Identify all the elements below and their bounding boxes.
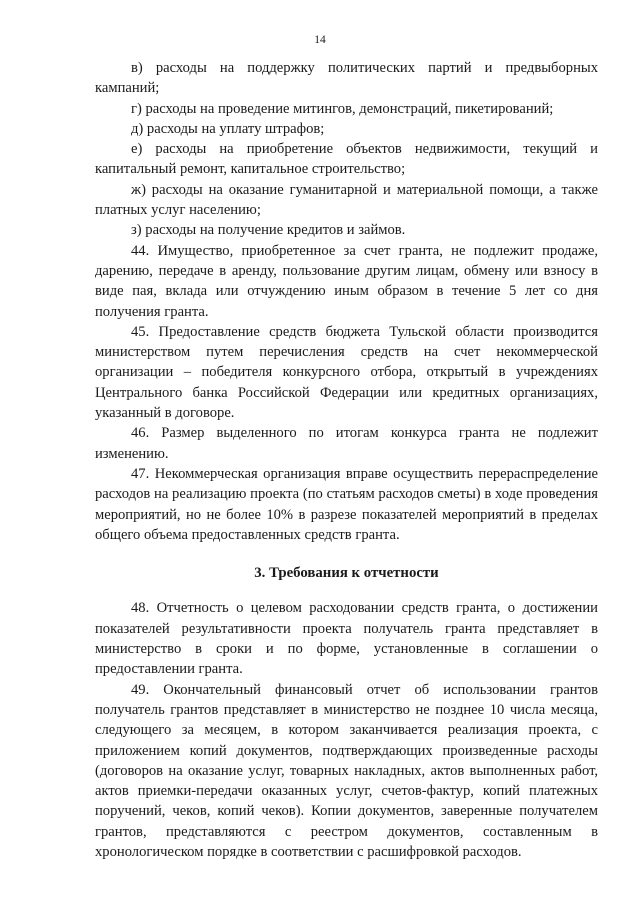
- paragraph-46: 46. Размер выделенного по итогам конкурса гранта не подлежит изменению.: [95, 425, 598, 462]
- paragraph-item-zh: ж) расходы на оказание гуманитарной и материальной помощи, а также платных услуг населению;: [95, 181, 598, 219]
- paragraph-item-z: з) расходы на получение кредитов и займов.: [131, 222, 406, 239]
- paragraph-item-g: г) расходы на проведение митингов, демонстраций, пикетирований;: [131, 100, 554, 117]
- paragraph-47: 47. Некоммерческая организация вправе осуществить перераспределение расходов на реализацию проекта (по статьям расходов сметы) в ходе проведения мероприятий, но не более 10% в разрезе показателей мероприятий в пределах общего объема предоставленных средств гранта.: [95, 465, 598, 543]
- paragraph-44: 44. Имущество, приобретенное за счет гранта, не подлежит продаже, дарению, передаче в аренду, пользование другим лицам, обмену или взносу в виде пая, вклада или отчуждению иным образом в течение 5 лет со дня получения гранта.: [95, 242, 598, 320]
- section-heading: 3. Требования к отчетности: [254, 565, 439, 582]
- paragraph-item-v: в) расходы на поддержку политических партий и предвыборных кампаний;: [95, 60, 598, 97]
- page-number: 14: [314, 34, 326, 46]
- paragraph-48: 48. Отчетность о целевом расходовании средств гранта, о достижении показателей результативности проекта получатель гранта представляет в министерство в сроки и по форме, установленные в соглашении о предоставлении гранта.: [95, 600, 598, 678]
- paragraph-item-d: д) расходы на уплату штрафов;: [131, 120, 325, 137]
- document-body: [95, 58, 598, 862]
- paragraph-45: 45. Предоставление средств бюджета Тульской области производится министерством путем перечисления средств на счет некоммерческой организации – победителя конкурсного отбора, открытый в учреждениях Центрального банка Российской Федерации или кредитных организациях, указанный в договоре.: [95, 323, 598, 422]
- paragraph-49: 49. Окончательный финансовый отчет об использовании грантов получатель грантов представляет в министерство не позднее 10 числа месяца, следующего за месяцем, в котором заканчивается реализация проекта, с приложением копий документов, подтверждающих произведенные расходы (договоров на оказание услуг, товарных накладных, актов выполненных работ, актов приемки-передачи оказанных услуг, счетов-фактур, копий платежных поручений, чеков, копий чеков). Копии документов, заверенные получателем грантов, представляются с реестром документов, составленным в хронологическом порядке в соответствии с расшифровкой расходов.: [95, 681, 598, 860]
- paragraph-item-e: е) расходы на приобретение объектов недвижимости, текущий и капитальный ремонт, капитальное строительство;: [95, 141, 598, 178]
